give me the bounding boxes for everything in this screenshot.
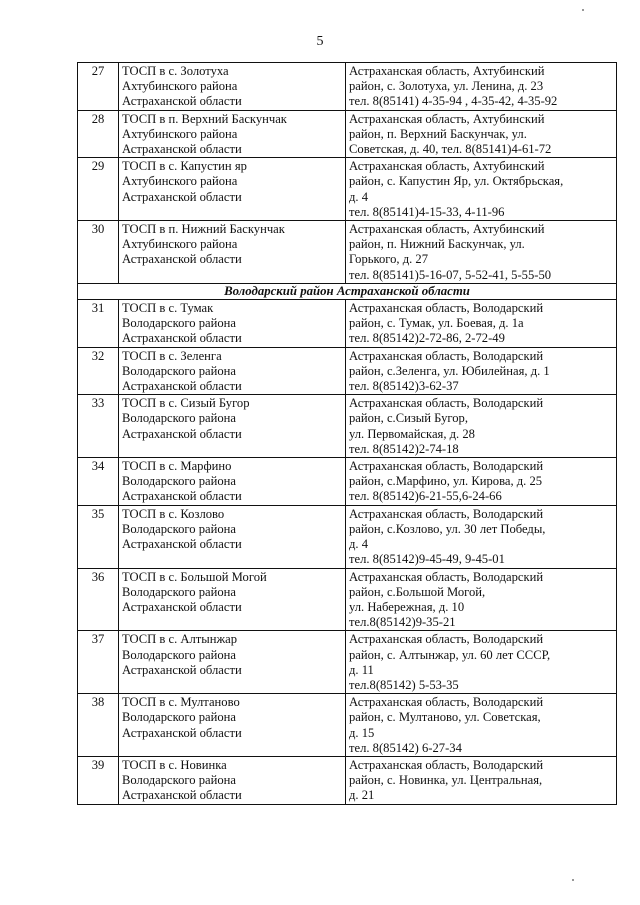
office-name-line: ТОСП в с. Сизый Бугор xyxy=(122,396,250,411)
address-line: район, с.Марфино, ул. Кирова, д. 25 xyxy=(349,474,543,489)
office-name-cell xyxy=(119,631,346,694)
row-number: 28 xyxy=(78,110,119,158)
address-cell xyxy=(346,110,617,158)
office-name-line: ТОСП в с. Тумак xyxy=(122,301,214,316)
address-line: д. 4 xyxy=(349,189,369,204)
office-name-line: ТОСП в с. Алтынжар xyxy=(122,632,238,647)
row-number: 30 xyxy=(78,221,119,284)
page-number: 5 xyxy=(316,34,324,49)
table-row xyxy=(78,300,617,348)
office-name-line: Володарского района xyxy=(122,411,236,426)
office-name-line: Володарского района xyxy=(122,647,236,662)
address-cell xyxy=(346,505,617,568)
address-line: ул. Первомайская, д. 28 xyxy=(349,426,475,441)
address-line: тел. 8(85141)4-15-33, 4-11-96 xyxy=(349,204,505,219)
address-line: д. 15 xyxy=(349,725,375,740)
row-number: 31 xyxy=(78,300,119,348)
address-line: Астраханская область, Володарский xyxy=(349,396,544,411)
office-name-line: Ахтубинского района xyxy=(122,174,238,189)
address-line: тел. 8(85142)9-45-49, 9-45-01 xyxy=(349,552,505,567)
office-name-cell xyxy=(119,300,346,348)
address-line: тел. 8(85142)2-74-18 xyxy=(349,441,459,456)
office-name-line: Ахтубинского района xyxy=(122,126,238,141)
address-line: д. 4 xyxy=(349,537,369,552)
address-line: д. 21 xyxy=(349,788,375,803)
address-line: Астраханская область, Володарский xyxy=(349,757,544,772)
address-line: тел.8(85142)9-35-21 xyxy=(349,615,456,630)
address-line: район, с. Мултаново, ул. Советская, xyxy=(349,710,541,725)
address-line: Советская, д. 40, тел. 8(85141)4-61-72 xyxy=(349,142,552,157)
address-line: Астраханская область, Володарский xyxy=(349,301,544,316)
row-number: 39 xyxy=(78,756,119,804)
scan-speck xyxy=(572,879,574,881)
office-name-cell xyxy=(119,221,346,284)
office-name-line: Астраханской области xyxy=(122,331,242,346)
address-line: район, с. Золотуха, ул. Ленина, д. 23 xyxy=(349,79,544,94)
section-header-row xyxy=(78,283,617,299)
address-cell xyxy=(346,631,617,694)
office-name-cell xyxy=(119,63,346,111)
address-line: район, п. Верхний Баскунчак, ул. xyxy=(349,126,527,141)
registry-table xyxy=(77,62,617,805)
office-name-line: Володарского района xyxy=(122,710,236,725)
office-name-line: Володарского района xyxy=(122,584,236,599)
office-name-line: Астраханской области xyxy=(122,252,242,267)
office-name-cell xyxy=(119,505,346,568)
address-line: район, с.Козлово, ул. 30 лет Победы, xyxy=(349,521,546,536)
office-name-line: Астраханской области xyxy=(122,94,242,109)
address-line: Астраханская область, Володарский xyxy=(349,459,544,474)
address-line: тел. 8(85142) 6-27-34 xyxy=(349,740,462,755)
office-name-line: ТОСП в п. Верхний Баскунчак xyxy=(122,111,287,126)
section-title: Володарский район Астраханской области xyxy=(78,283,617,299)
office-name-cell xyxy=(119,347,346,395)
address-cell xyxy=(346,347,617,395)
office-name-line: Володарского района xyxy=(122,363,236,378)
address-line: Астраханская область, Володарский xyxy=(349,506,544,521)
address-cell xyxy=(346,63,617,111)
row-number: 37 xyxy=(78,631,119,694)
address-line: район, с. Алтынжар, ул. 60 лет СССР, xyxy=(349,647,551,662)
table-row xyxy=(78,158,617,221)
office-name-line: Астраханской области xyxy=(122,537,242,552)
row-number: 36 xyxy=(78,568,119,631)
office-name-line: Астраханской области xyxy=(122,662,242,677)
address-cell xyxy=(346,395,617,458)
address-line: Астраханская область, Володарский xyxy=(349,569,544,584)
address-line: Астраханская область, Ахтубинский xyxy=(349,111,545,126)
address-line: район, с.Зеленга, ул. Юбилейная, д. 1 xyxy=(349,363,550,378)
address-line: тел. 8(85141) 4-35-94 , 4-35-42, 4-35-92 xyxy=(349,94,558,109)
office-name-line: ТОСП в с. Козлово xyxy=(122,506,225,521)
address-line: Горького, д. 27 xyxy=(349,252,429,267)
office-name-line: Ахтубинского района xyxy=(122,237,238,252)
office-name-line: ТОСП в с. Марфино xyxy=(122,459,232,474)
table-row xyxy=(78,694,617,757)
office-name-line: Ахтубинского района xyxy=(122,79,238,94)
address-line: Астраханская область, Ахтубинский xyxy=(349,222,545,237)
office-name-line: Володарского района xyxy=(122,474,236,489)
table-row xyxy=(78,505,617,568)
address-line: Астраханская область, Володарский xyxy=(349,348,544,363)
office-name-line: Володарского района xyxy=(122,521,236,536)
office-name-line: Астраханской области xyxy=(122,142,242,157)
address-line: ул. Набережная, д. 10 xyxy=(349,599,465,614)
address-line: тел. 8(85142)6-21-55,6-24-66 xyxy=(349,489,502,504)
office-name-line: Володарского района xyxy=(122,773,236,788)
office-name-cell xyxy=(119,158,346,221)
address-line: Астраханская область, Володарский xyxy=(349,632,544,647)
row-number: 27 xyxy=(78,63,119,111)
address-cell xyxy=(346,221,617,284)
office-name-line: Астраханской области xyxy=(122,426,242,441)
office-name-line: ТОСП в с. Капустин яр xyxy=(122,159,247,174)
table-body-volodarsky xyxy=(78,300,617,805)
address-line: район, с.Большой Могой, xyxy=(349,584,486,599)
office-name-cell xyxy=(119,756,346,804)
address-cell xyxy=(346,568,617,631)
office-name-line: Володарского района xyxy=(122,316,236,331)
address-cell xyxy=(346,756,617,804)
office-name-line: ТОСП в с. Новинка xyxy=(122,757,227,772)
table-row xyxy=(78,631,617,694)
row-number: 34 xyxy=(78,458,119,506)
address-line: тел.8(85142) 5-53-35 xyxy=(349,677,459,692)
table-section xyxy=(78,283,617,299)
office-name-cell xyxy=(119,568,346,631)
address-line: тел. 8(85142)2-72-86, 2-72-49 xyxy=(349,331,505,346)
address-line: д. 11 xyxy=(349,662,374,677)
table-row xyxy=(78,110,617,158)
row-number: 29 xyxy=(78,158,119,221)
office-name-line: Астраханской области xyxy=(122,489,242,504)
table-row xyxy=(78,221,617,284)
address-line: район, с. Капустин Яр, ул. Октябрьская, xyxy=(349,174,564,189)
office-name-line: ТОСП в с. Мултаново xyxy=(122,695,240,710)
address-line: тел. 8(85141)5-16-07, 5-52-41, 5-55-50 xyxy=(349,267,552,282)
office-name-line: ТОСП в с. Зеленга xyxy=(122,348,222,363)
table-row xyxy=(78,756,617,804)
office-name-line: ТОСП в п. Нижний Баскунчак xyxy=(122,222,285,237)
address-line: район, п. Нижний Баскунчак, ул. xyxy=(349,237,525,252)
address-line: район, с.Сизый Бугор, xyxy=(349,411,468,426)
office-name-line: ТОСП в с. Большой Могой xyxy=(122,569,267,584)
address-line: район, с. Тумак, ул. Боевая, д. 1а xyxy=(349,316,524,331)
office-name-line: Астраханской области xyxy=(122,189,242,204)
address-line: Астраханская область, Володарский xyxy=(349,695,544,710)
office-name-line: ТОСП в с. Золотуха xyxy=(122,64,229,78)
office-name-cell xyxy=(119,110,346,158)
office-name-line: Астраханской области xyxy=(122,379,242,394)
table-row xyxy=(78,568,617,631)
office-name-line: Астраханской области xyxy=(122,788,242,803)
office-name-line: Астраханской области xyxy=(122,725,242,740)
address-line: район, с. Новинка, ул. Центральная, xyxy=(349,773,543,788)
row-number: 32 xyxy=(78,347,119,395)
table-row xyxy=(78,63,617,111)
address-line: Астраханская область, Ахтубинский xyxy=(349,64,545,78)
office-name-cell xyxy=(119,395,346,458)
office-name-line: Астраханской области xyxy=(122,599,242,614)
table-body-ahtubinsky xyxy=(78,63,617,284)
row-number: 33 xyxy=(78,395,119,458)
address-cell xyxy=(346,458,617,506)
office-name-cell xyxy=(119,694,346,757)
address-cell xyxy=(346,694,617,757)
office-name-cell xyxy=(119,458,346,506)
address-line: Астраханская область, Ахтубинский xyxy=(349,159,545,174)
row-number: 35 xyxy=(78,505,119,568)
address-cell xyxy=(346,158,617,221)
address-cell xyxy=(346,300,617,348)
row-number: 38 xyxy=(78,694,119,757)
table-row xyxy=(78,395,617,458)
table-row xyxy=(78,347,617,395)
address-line: тел. 8(85142)3-62-37 xyxy=(349,379,459,394)
scan-speck xyxy=(582,9,584,11)
table-row xyxy=(78,458,617,506)
